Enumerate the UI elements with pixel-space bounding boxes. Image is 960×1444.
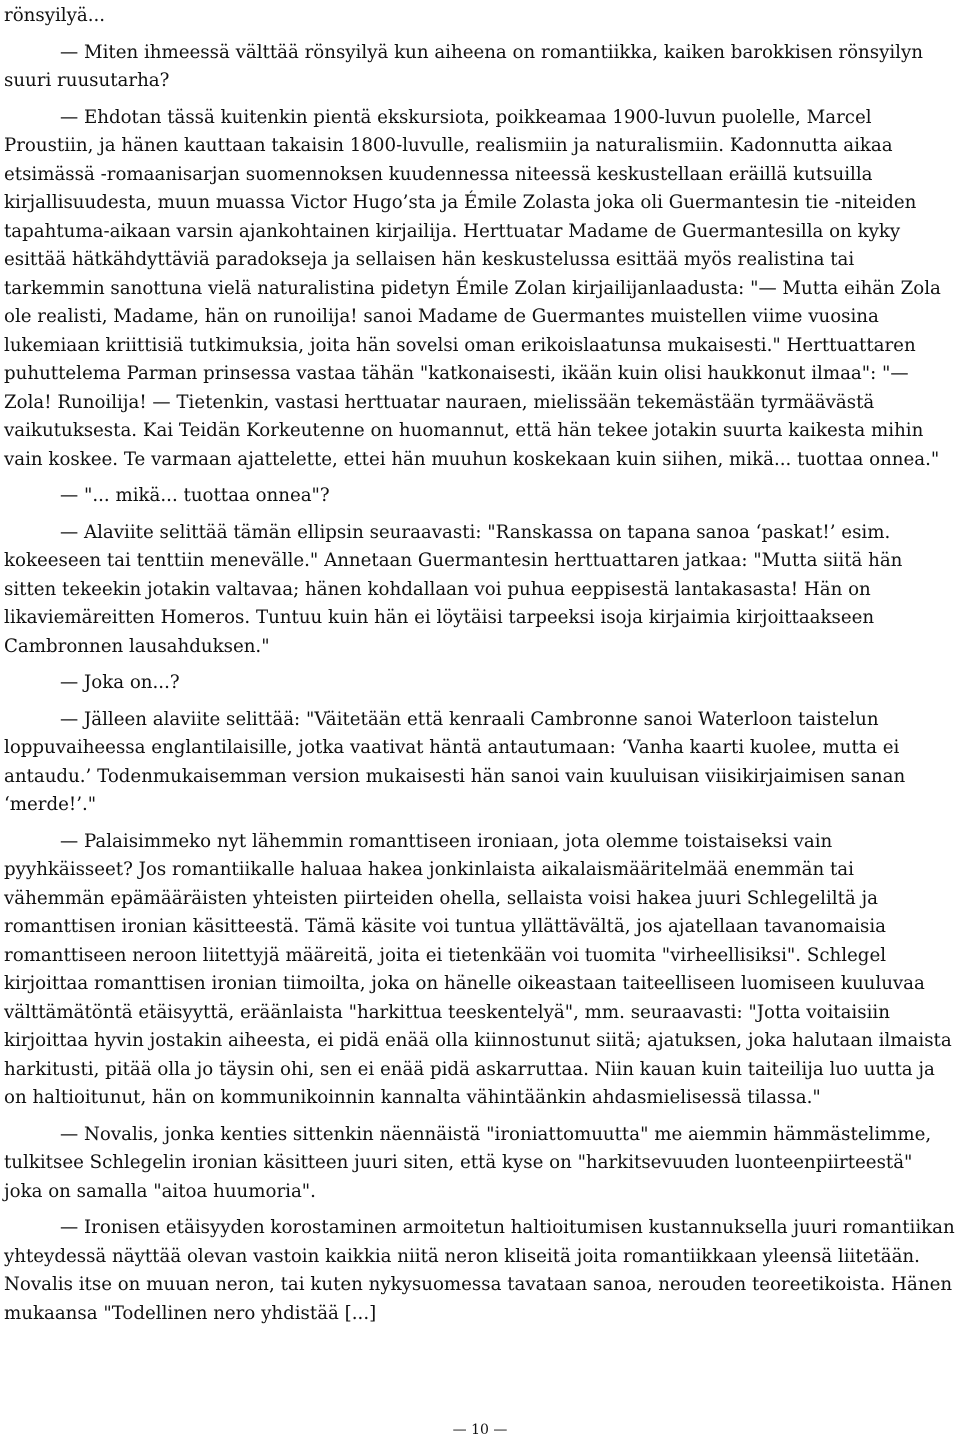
document-page	[4, 2, 956, 1332]
paragraph: — Palaisimmeko nyt lähemmin romanttiseen ironiaan, jota olemme toistaiseksi vain pyyhkäisseet? Jos romantiikalle haluaa hakea jonkinlaista aikalaismääritelmää enemmän tai vähemmän epämääräisten yhteisten piirteiden ohella, sellaista voisi hakea juuri Schlegeliltä ja romanttisen ironian käsitteestä. Tämä käsite voi tuntua yllättävältä, jos ajatellaan tavanomaisia romanttiseen neroon liitettyjä määreitä, joita ei tietenkään voi tuomita "virheellisiksi". Schlegel kirjoittaa romanttisen ironian tiimoilta, joka on hänelle oikeastaan taiteelliseen luomiseen kuuluvaa välttämätöntä etäisyyttä, eräänlaista "harkittua teeskentelyä", mm. seuraavasti: "Jotta voitaisiin kirjoittaa hyvin jostakin aiheesta, ei pidä enää olla kiinnostunut siitä; ajatuksen, joka halutaan ilmaista harkitusti, pitää olla jo täysin ohi, sen ei enää pidä askarruttaa. Niin kauan kuin taiteilija luo uutta ja on haltioitunut, hän on kommunikoinnin kannalta vähintäänkin ahdasmielisessä tilassa."	[4, 830, 952, 1108]
paragraph: — Joka on...?	[60, 672, 180, 693]
paragraph: — Miten ihmeessä välttää rönsyilyä kun aiheena on romantiikka, kaiken barokkisen rönsyilyn suuri ruusutarha?	[4, 41, 923, 91]
page-number: — 10 —	[452, 1422, 508, 1438]
paragraph: — Novalis, jonka kenties sittenkin näennäistä "ironiattomuutta" me aiemmin hämmästelimme, tulkitsee Schlegelin ironian käsitteen juuri siten, että kyse on "harkitsevuuden luonteenpiirteestä" joka on samalla "aitoa huumoria".	[4, 1123, 932, 1202]
paragraph: — Ehdotan tässä kuitenkin pientä ekskursiota, poikkeamaa 1900-luvun puolelle, Marcel Proustiin, ja hänen kauttaan takaisin 1800-luvulle, realismiin ja naturalismiin. Kadonnutta aikaa etsimässä -romaanisarjan suomennoksen kuudennessa niteessä keskustellaan eräillä kutsuilla kirjallisuudesta, muun muassa Victor Hugo’sta ja Émile Zolasta joka oli Guermantesin tie -niteiden tapahtuma-aikaan varsin ajankohtainen kirjailija. Herttuatar Madame de Guermantesilla on kyky esittää hätkähdyttäviä paradokseja ja sellaisen hän keskustelussa esittää myös realistina tai tarkemmin sanottuna vielä naturalistina pidetyn Émile Zolan kirjailijanlaadusta: "— Mutta eihän Zola ole realisti, Madame, hän on runoilija! sanoi Madame de Guermantes muistellen viime vuosina lukemiaan kriittisiä tutkimuksia, joita hän sovelsi oman erikoislaatunsa mukaisesti." Herttuattaren puhuttelema Parman prinsessa vastaa tähän "katkonaisesti, ikään kuin olisi haukkonut ilmaa": "— Zola! Runoilija! — Tietenkin, vastasi herttuatar nauraen, mielissään tekemästään tyrmäävästä vaikutuksesta. Kai Teidän Korkeutenne on huomannut, että hän tekee jotakin suurta kaikesta mihin vain koskee. Te varmaan ajattelette, ettei hän muuhun koskekaan kuin siihen, mikä... tuottaa onnea."	[4, 106, 941, 470]
paragraph: rönsyilyä...	[4, 5, 106, 26]
paragraph: — Alaviite selittää tämän ellipsin seuraavasti: "Ranskassa on tapana sanoa ‘paskat!’ esim. kokeeseen tai tenttiin menevälle." Annetaan Guermantesin herttuattaren jatkaa: "Mutta siitä hän sitten tekeekin jotakin valtavaa; hänen kohdallaan voi puhua eeppisestä lantakasasta! Hän on likaviemäreitten Homeros. Tuntuu kuin hän ei löytäisi tarpeeksi isoja kirjaimia kirjoittaakseen Cambronnen lausahduksen."	[4, 521, 903, 657]
paragraph: — "... mikä... tuottaa onnea"?	[60, 485, 330, 506]
paragraph: — Ironisen etäisyyden korostaminen armoitetun haltioitumisen kustannuksella juuri romantiikan yhteydessä näyttää olevan vastoin kaikkia niitä neron kliseitä joita romantiikkaan yleensä liitetään. Novalis itse on muuan neron, tai kuten nykysuomessa tavataan sanoa, nerouden teoreetikoista. Hänen mukaansa "Todellinen nero yhdistää [...]	[4, 1217, 955, 1324]
paragraph: — Jälleen alaviite selittää: "Väitetään että kenraali Cambronne sanoi Waterloon taistelun loppuvaiheessa englantilaisille, jotka vaativat häntä antautumaan: ‘Vanha kaarti kuolee, mutta ei antaudu.’ Todenmukaisemman version mukaisesti hän sanoi vain kuuluisan viisikirjaimisen sanan ‘merde!’."	[4, 708, 906, 815]
